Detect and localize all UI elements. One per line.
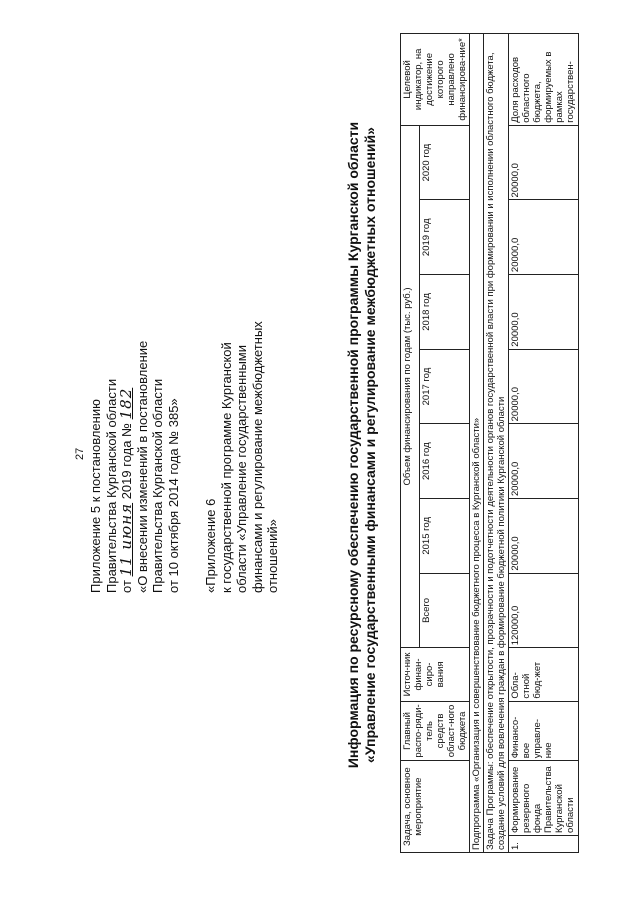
appendix-5-date-line [119,341,135,593]
task-row [484,34,509,853]
header-volume: Объем финансирования по годам (тыс. руб.) [401,125,420,648]
appendix-6-line-5: отношений» [265,519,280,593]
appendix-6-line-3: области «Управление государственными [234,345,249,593]
header-manager: Главный распо-ряди-тель средств област-ного бюджета [401,701,470,761]
appendix-5-line-1: Приложение 5 к постановлению [88,399,103,593]
subprogram-row [470,34,484,853]
header-2016: 2016 год [420,424,470,499]
header-2020: 2020 год [420,125,470,200]
page-number: 27 [74,447,86,460]
row-manager: Финансо-вое управле-ние [509,701,579,761]
date-year: 2019 года № [119,422,134,500]
appendix-6-block [203,321,281,593]
row-2017: 20000,0 [509,349,579,424]
header-2015: 2015 год [420,499,470,574]
appendix-5-block [88,341,181,593]
appendix-6-line-2: к государственной программе Курганской [218,342,234,593]
subprogram-cell: Подпрограмма «Организация и совершенствование бюджетного процесса в Курганской области» [470,34,484,853]
handwritten-number: 182 [117,387,135,420]
header-2018: 2018 год [420,275,470,350]
row-2018: 20000,0 [509,275,579,350]
document-title [345,45,379,845]
appendix-6-line-4: финансами и регулирование межбюджетных [249,321,265,593]
title-line-2: «Управление государственными финансами и регулирование межбюджетных отношений» [362,127,378,763]
row-2015: 20000,0 [509,499,579,574]
appendix-6-line-1: «Приложение 6 [203,498,218,593]
row-2020: 20000,0 [509,125,579,200]
row-source: Обла-стной бюд-жет [509,648,579,701]
header-2017: 2017 год [420,349,470,424]
row-2016: 20000,0 [509,424,579,499]
appendix-5-line-4: «О внесении изменений в постановление [134,340,150,593]
appendix-5-line-5: Правительства Курганской области [150,378,165,593]
appendix-5-line-6: от 10 октября 2014 года № 385» [165,398,181,593]
row-indicator: Доля расходов областного бюджета, формируемых в рамках государствен- [509,34,579,126]
row-total: 120000,0 [509,573,579,648]
header-source: Источ-ник финан-сиро-вания [401,648,470,701]
header-indicator: Целевой индикатор, на достижение которого направлено финансирова-ние* [401,34,470,126]
table-row [509,34,579,853]
row-activity: Формирование резервного фонда Правительства Курганской области [509,761,579,836]
title-line-1: Информация по ресурсному обеспечению государственной программы Курганской области [345,121,361,769]
header-row-1 [401,34,420,853]
header-2019: 2019 год [420,200,470,275]
task-cell: Задача Программы: обеспечение открытости, прозрачности и подотчетности деятельности органов государственной власти при формировании и исполнении областного бюджета, создание условий для вовлечения граждан в формирование бюджетной политики Курганской области [484,34,509,853]
appendix-5-line-2: Правительства Курганской области [103,378,119,593]
header-total: Всего [420,573,470,648]
header-task: Задача, основное мероприятие [401,761,470,853]
row-2019: 20000,0 [509,200,579,275]
handwritten-date: 11 июня [117,502,135,577]
funding-table [400,33,579,853]
date-prefix: от [119,580,134,593]
row-number: 1. [509,835,579,852]
